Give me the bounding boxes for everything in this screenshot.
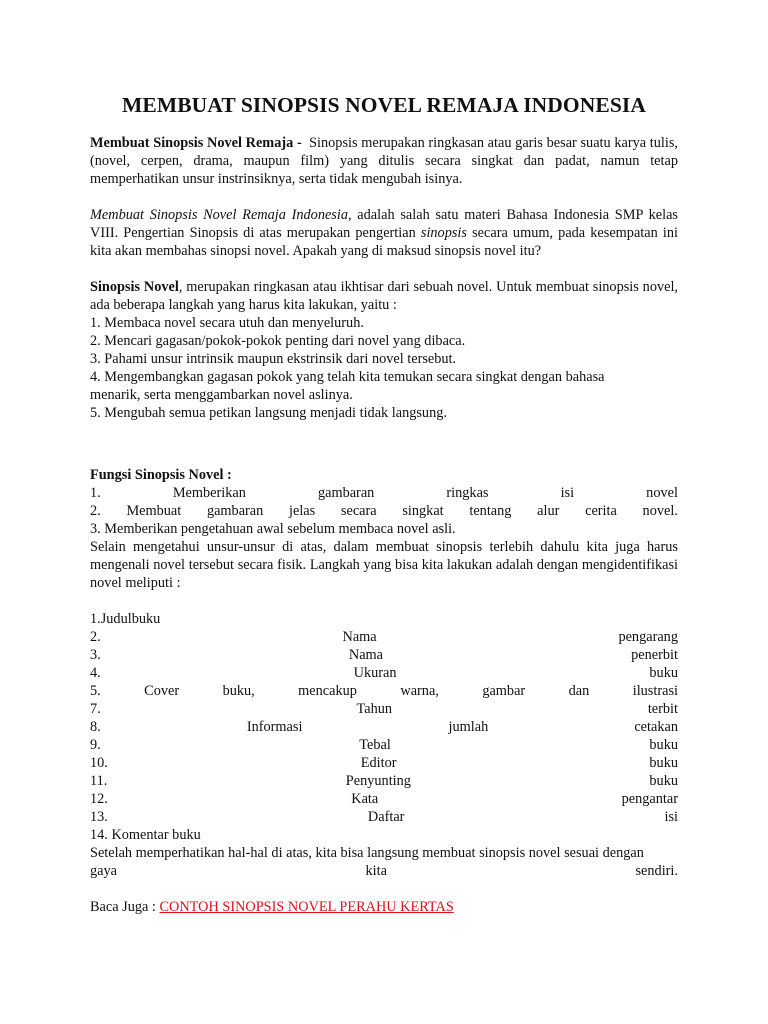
word: penerbit xyxy=(631,647,678,663)
ident-row xyxy=(90,754,678,772)
word: pengantar xyxy=(621,791,678,807)
word: sendiri. xyxy=(635,863,678,879)
word: 7. xyxy=(90,701,101,717)
list-item: 2. Mencari gagasan/pokok-pokok penting dari novel yang dibaca. xyxy=(90,333,466,349)
word: Membuat xyxy=(126,503,182,519)
word: Kata xyxy=(351,791,379,807)
word: isi xyxy=(560,485,575,501)
word: Nama xyxy=(342,629,377,645)
list-item: 1. Membaca novel secara utuh dan menyeluruh. xyxy=(90,315,364,331)
ident-item-1: 1.Judulbuku xyxy=(90,611,161,627)
word: 3. xyxy=(90,647,101,663)
fungsi-item-1 xyxy=(90,484,678,502)
word: cerita xyxy=(585,503,617,519)
fungsi-item-2 xyxy=(90,502,678,520)
para2-italic-1: Membuat Sinopsis Novel Remaja Indonesia xyxy=(90,207,348,223)
word: gambar xyxy=(482,683,526,699)
intro-paragraph xyxy=(90,134,678,188)
para3-text: , merupakan ringkasan atau ikhtisar dari sebuah novel. Untuk membuat sinopsis novel, ada beberapa langkah yang harus kita lakukan, yaitu : xyxy=(90,279,679,313)
para2-text-1: , adalah salah satu materi Bahasa Indonesia SMP kelas VIII. Pengertian Sinopsis di atas merupakan pengertian xyxy=(90,207,678,241)
baca-juga-link[interactable]: CONTOH SINOPSIS NOVEL PERAHU KERTAS xyxy=(159,899,454,915)
word: alur xyxy=(537,503,560,519)
list-item: 3. Pahami unsur intrinsik maupun ekstrinsik dari novel tersebut. xyxy=(90,351,457,367)
fungsi-heading: Fungsi Sinopsis Novel : xyxy=(90,467,232,483)
ident-row xyxy=(90,772,678,790)
ident-row xyxy=(90,682,678,700)
baca-juga-label: Baca Juga : xyxy=(90,899,160,915)
word: ringkas xyxy=(446,485,489,501)
word: buku xyxy=(649,665,678,681)
word: jumlah xyxy=(448,719,489,735)
para2-italic-2: sinopsis xyxy=(420,225,467,241)
word: 4. xyxy=(90,665,101,681)
word: gambaran xyxy=(206,503,264,519)
para3-bold: Sinopsis Novel xyxy=(90,279,179,295)
word: Tebal xyxy=(359,737,391,753)
ident-row xyxy=(90,664,678,682)
word: 1. xyxy=(90,485,101,501)
word: 9. xyxy=(90,737,101,753)
word: ilustrasi xyxy=(632,683,678,699)
ident-item-14: 14. Komentar buku xyxy=(90,827,201,843)
word: 5. xyxy=(90,683,101,699)
word: Penyunting xyxy=(345,773,411,789)
list-item: menarik, serta menggambarkan novel aslinya. xyxy=(90,387,353,403)
word: Ukuran xyxy=(353,665,397,681)
word: terbit xyxy=(647,701,678,717)
para2-text-2: secara umum, pada kesempatan ini kita akan membahas sinopsi novel. Apakah yang di maksud sinopsis novel itu? xyxy=(90,225,678,259)
steps-list xyxy=(90,314,678,422)
page-title: MEMBUAT SINOPSIS NOVEL REMAJA INDONESIA xyxy=(122,93,646,117)
paragraph-2 xyxy=(90,206,678,260)
word: 13. xyxy=(90,809,108,825)
ident-row xyxy=(90,628,678,646)
word: buku, xyxy=(222,683,255,699)
word: Informasi xyxy=(246,719,303,735)
word: isi xyxy=(664,809,678,825)
word: kita xyxy=(365,863,387,879)
closing-line-1: Setelah memperhatikan hal-hal di atas, kita bisa langsung membuat sinopsis novel sesuai dengan xyxy=(90,845,644,861)
word: buku xyxy=(649,755,678,771)
word: 2. xyxy=(90,629,101,645)
word: mencakup xyxy=(298,683,357,699)
intro-bold: Membuat Sinopsis Novel Remaja - xyxy=(90,135,302,151)
fungsi-item-3: 3. Memberikan pengetahuan awal sebelum membaca novel asli. xyxy=(90,521,456,537)
ident-row xyxy=(90,646,678,664)
word: tentang xyxy=(469,503,512,519)
word: pengarang xyxy=(618,629,678,645)
word: 2. xyxy=(90,503,101,519)
paragraph-3 xyxy=(90,278,678,314)
word: singkat xyxy=(402,503,444,519)
word: 11. xyxy=(90,773,108,789)
list-item: 5. Mengubah semua petikan langsung menjadi tidak langsung. xyxy=(90,405,447,421)
word: novel xyxy=(646,485,678,501)
word: jelas xyxy=(289,503,316,519)
word: secara xyxy=(340,503,377,519)
ident-row xyxy=(90,790,678,808)
ident-row xyxy=(90,808,678,826)
word: gambaran xyxy=(317,485,375,501)
intro-text: Sinopsis merupakan ringkasan atau garis besar suatu karya tulis, (novel, cerpen, drama, maupun film) yang ditulis secara singkat dan padat, namun tetap memperhatikan unsur instrinsiknya, serta tidak mengubah isinya. xyxy=(90,135,678,187)
word: Nama xyxy=(348,647,384,663)
word: dan xyxy=(568,683,590,699)
word: Memberikan xyxy=(172,485,246,501)
word: 12. xyxy=(90,791,108,807)
baca-juga xyxy=(90,898,678,916)
word: 10. xyxy=(90,755,108,771)
ident-row xyxy=(90,718,678,736)
fungsi-paragraph: Selain mengetahui unsur-unsur di atas, dalam membuat sinopsis terlebih dahulu kita juga harus mengenali novel tersebut secara fisik. Langkah yang bisa kita lakukan adalah dengan mengidentifikasi novel meliputi : xyxy=(90,539,678,591)
word: Cover xyxy=(144,683,180,699)
word: Editor xyxy=(360,755,397,771)
document-body xyxy=(90,134,678,916)
word: Tahun xyxy=(356,701,393,717)
word: novel. xyxy=(642,503,678,519)
word: cetakan xyxy=(634,719,678,735)
closing-line-2 xyxy=(90,862,678,880)
word: gaya xyxy=(90,863,117,879)
word: warna, xyxy=(400,683,439,699)
word: buku xyxy=(649,737,678,753)
word: Daftar xyxy=(367,809,405,825)
word: buku xyxy=(649,773,678,789)
word: 8. xyxy=(90,719,101,735)
ident-row xyxy=(90,736,678,754)
ident-row xyxy=(90,700,678,718)
list-item: 4. Mengembangkan gagasan pokok yang telah kita temukan secara singkat dengan bahasa xyxy=(90,369,605,385)
